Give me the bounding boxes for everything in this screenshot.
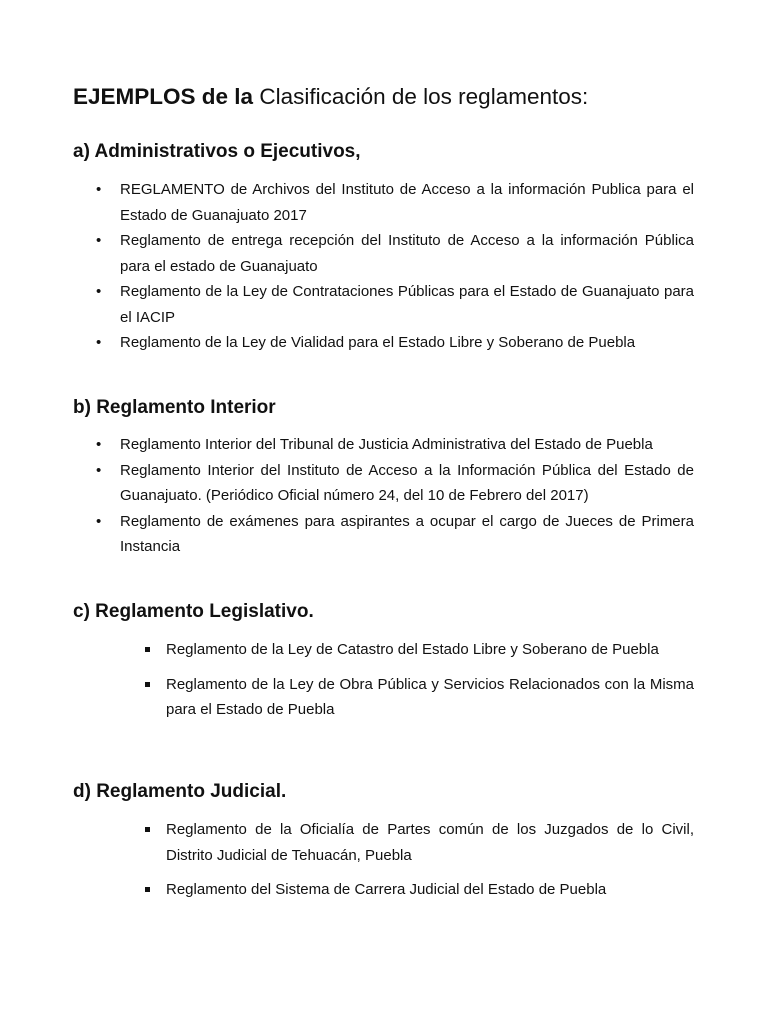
section-list-legislativo <box>166 637 694 732</box>
section-heading-legislativo: c) Reglamento Legislativo. <box>73 601 314 622</box>
list-item: • REGLAMENTO de Archivos del Instituto de Acceso a la información Publica para el Estado de Guanajuato 2017 <box>120 177 694 228</box>
section-list-administrativos <box>120 177 694 356</box>
list-item: • Reglamento Interior del Instituto de Acceso a la Información Pública del Estado de Guanajuato. (Periódico Oficial número 24, del 10 de Febrero del 2017) <box>120 458 694 509</box>
list-item: Reglamento del Sistema de Carrera Judicial del Estado de Puebla <box>166 877 694 903</box>
document-title-normal: Clasificación de los reglamentos: <box>259 84 589 109</box>
section-heading-interior: b) Reglamento Interior <box>73 397 276 418</box>
section-heading-administrativos: a) Administrativos o Ejecutivos, <box>73 141 361 162</box>
section-heading-judicial: d) Reglamento Judicial. <box>73 781 287 802</box>
section-list-interior <box>120 432 694 560</box>
list-item: Reglamento de la Oficialía de Partes común de los Juzgados de lo Civil, Distrito Judicial de Tehuacán, Puebla <box>166 817 694 868</box>
list-item: • Reglamento de entrega recepción del Instituto de Acceso a la información Pública para el estado de Guanajuato <box>120 228 694 279</box>
list-item: • Reglamento Interior del Tribunal de Justicia Administrativa del Estado de Puebla <box>120 432 694 458</box>
list-item: Reglamento de la Ley de Obra Pública y Servicios Relacionados con la Misma para el Estado de Puebla <box>166 672 694 723</box>
list-item: • Reglamento de la Ley de Contrataciones Públicas para el Estado de Guanajuato para el IACIP <box>120 279 694 330</box>
list-item: • Reglamento de la Ley de Vialidad para el Estado Libre y Soberano de Puebla <box>120 330 694 356</box>
document-title-bold: EJEMPLOS de la <box>73 84 254 109</box>
section-list-judicial <box>166 817 694 912</box>
list-item: Reglamento de la Ley de Catastro del Estado Libre y Soberano de Puebla <box>166 637 694 663</box>
list-item: • Reglamento de exámenes para aspirantes a ocupar el cargo de Jueces de Primera Instancia <box>120 509 694 560</box>
document-title <box>73 83 588 111</box>
